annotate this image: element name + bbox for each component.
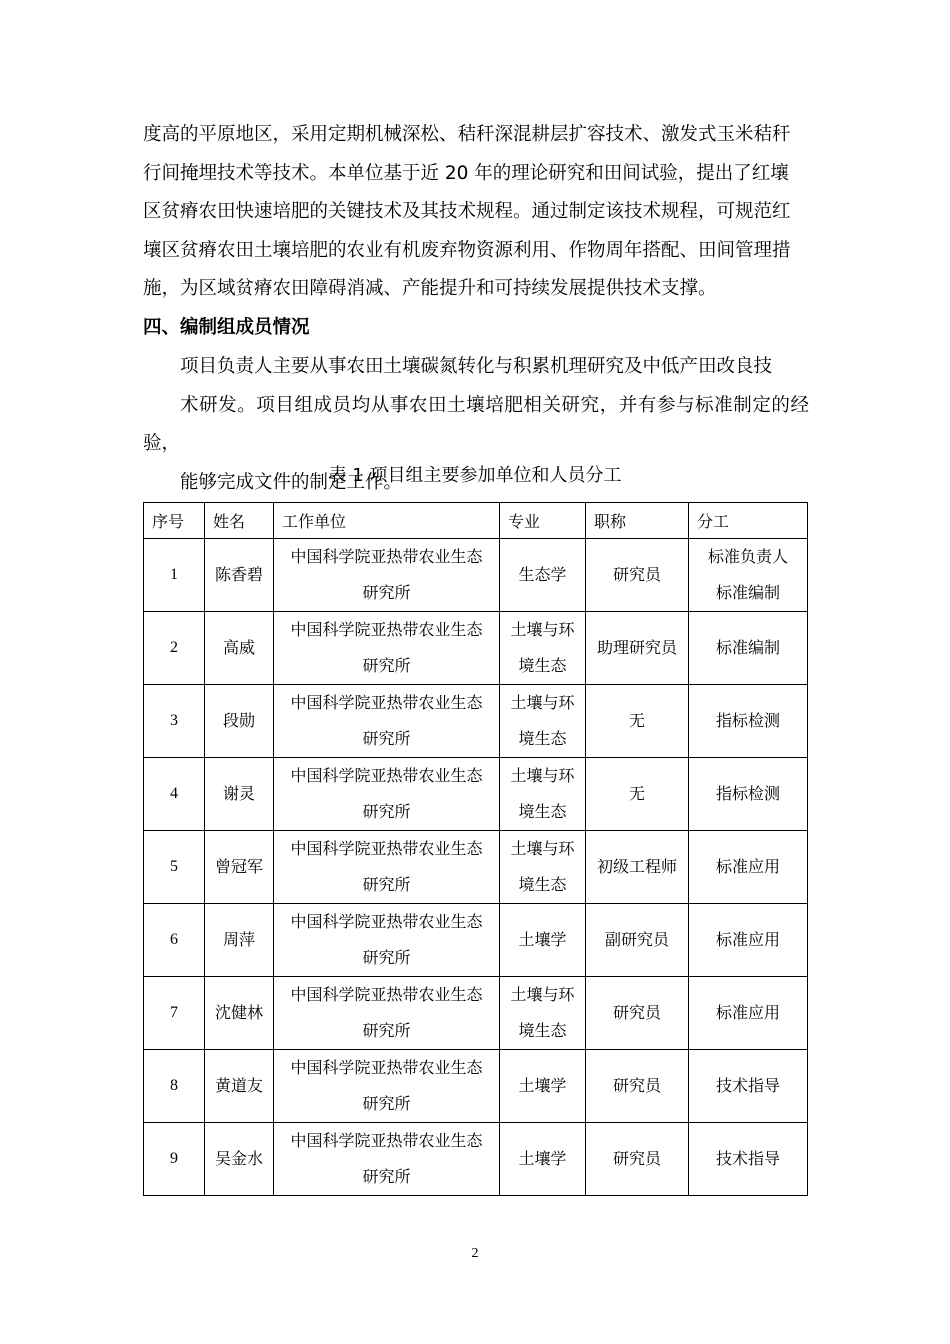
cell-text: 5 — [170, 858, 178, 875]
cell-text: 研究所 — [362, 948, 411, 967]
major-cell — [500, 1123, 586, 1196]
row-number-cell — [144, 758, 205, 831]
section-heading: 四、编制组成员情况 — [143, 317, 310, 338]
cell-text: 3 — [170, 712, 178, 729]
cell-text: 土壤与环 — [510, 839, 575, 858]
table-row — [144, 904, 808, 977]
major-cell — [500, 831, 586, 904]
cell-text: 境生态 — [518, 802, 567, 821]
table-row — [144, 1123, 808, 1196]
role-cell — [689, 1123, 808, 1196]
cell-text: 土壤学 — [518, 1076, 567, 1095]
name-cell — [205, 1050, 274, 1123]
cell-text: 指标检测 — [715, 784, 780, 803]
cell-text: 标准负责人 — [707, 547, 788, 566]
major-cell — [500, 612, 586, 685]
cell-text: 生态学 — [518, 565, 567, 584]
role-cell — [689, 831, 808, 904]
role-cell — [689, 612, 808, 685]
header-cell: 序号 — [144, 503, 205, 539]
table-row — [144, 831, 808, 904]
table-header-row — [144, 503, 808, 539]
cell-text: 8 — [170, 1077, 178, 1094]
cell-text: 研究所 — [362, 1167, 411, 1186]
cell-text: 中国科学院亚热带农业生态 — [290, 620, 483, 639]
row-number-cell — [144, 831, 205, 904]
major-cell — [500, 758, 586, 831]
role-cell — [689, 685, 808, 758]
title-cell — [586, 1123, 689, 1196]
row-number-cell — [144, 539, 205, 612]
page-number: 2 — [471, 1246, 479, 1261]
table-caption: 表 1 项目组主要参加单位和人员分工 — [328, 465, 622, 486]
role-cell — [689, 758, 808, 831]
cell-text: 中国科学院亚热带农业生态 — [290, 839, 483, 858]
unit-cell — [274, 539, 500, 612]
name-cell — [205, 612, 274, 685]
name-cell — [205, 904, 274, 977]
cell-text: 标准编制 — [715, 583, 780, 602]
cell-text: 中国科学院亚热带农业生态 — [290, 912, 483, 931]
unit-cell — [274, 612, 500, 685]
cell-text: 1 — [170, 566, 178, 583]
cell-text: 曾冠军 — [214, 857, 263, 876]
cell-text: 周萍 — [222, 930, 255, 949]
cell-text: 7 — [170, 1004, 178, 1021]
cell-text: 中国科学院亚热带农业生态 — [290, 766, 483, 785]
cell-text: 研究员 — [612, 1149, 661, 1168]
cell-text: 陈香碧 — [214, 565, 263, 584]
title-cell — [586, 612, 689, 685]
cell-text: 研究所 — [362, 583, 411, 602]
cell-text: 研究员 — [612, 565, 661, 584]
table-row — [144, 758, 808, 831]
title-cell — [586, 977, 689, 1050]
table-row — [144, 685, 808, 758]
cell-text: 中国科学院亚热带农业生态 — [290, 985, 483, 1004]
text-line: 术研发。项目组成员均从事农田土壤培肥相关研究，并有参与标准制定的经验， — [143, 394, 809, 454]
cell-text: 研究所 — [362, 1094, 411, 1113]
cell-text: 标准应用 — [715, 1003, 780, 1022]
intro-paragraph — [143, 116, 809, 309]
unit-cell — [274, 1050, 500, 1123]
header-cell: 职称 — [586, 503, 689, 539]
row-number-cell — [144, 685, 205, 758]
cell-text: 境生态 — [518, 729, 567, 748]
cell-text: 段勋 — [222, 711, 255, 730]
cell-text: 中国科学院亚热带农业生态 — [290, 547, 483, 566]
row-number-cell — [144, 612, 205, 685]
cell-text: 研究所 — [362, 656, 411, 675]
cell-text: 标准应用 — [715, 857, 780, 876]
cell-text: 沈健林 — [214, 1003, 263, 1022]
unit-cell — [274, 685, 500, 758]
unit-cell — [274, 758, 500, 831]
role-cell — [689, 977, 808, 1050]
role-cell — [689, 1050, 808, 1123]
row-number-cell — [144, 1123, 205, 1196]
row-number-cell — [144, 904, 205, 977]
name-cell — [205, 539, 274, 612]
title-cell — [586, 685, 689, 758]
member-table — [143, 502, 808, 1196]
header-cell: 姓名 — [205, 503, 274, 539]
text-line: 行间掩埋技术等技术。本单位基于近 20 年的理论研究和田间试验，提出了红壤 — [143, 162, 789, 184]
major-cell — [500, 904, 586, 977]
title-cell — [586, 539, 689, 612]
text-line: 壤区贫瘠农田土壤培肥的农业有机废弃物资源利用、作物周年搭配、田间管理措 — [143, 239, 791, 261]
cell-text: 技术指导 — [715, 1076, 780, 1095]
cell-text: 研究所 — [362, 875, 411, 894]
major-cell — [500, 977, 586, 1050]
role-cell — [689, 539, 808, 612]
unit-cell — [274, 977, 500, 1050]
cell-text: 2 — [170, 639, 178, 656]
header-cell: 分工 — [689, 503, 808, 539]
name-cell — [205, 1123, 274, 1196]
title-cell — [586, 904, 689, 977]
cell-text: 中国科学院亚热带农业生态 — [290, 1131, 483, 1150]
cell-text: 研究所 — [362, 1021, 411, 1040]
name-cell — [205, 831, 274, 904]
title-cell — [586, 1050, 689, 1123]
header-cell: 工作单位 — [274, 503, 500, 539]
cell-text: 研究所 — [362, 802, 411, 821]
cell-text: 吴金水 — [214, 1149, 263, 1168]
cell-text: 土壤与环 — [510, 693, 575, 712]
cell-text: 技术指导 — [715, 1149, 780, 1168]
cell-text: 指标检测 — [715, 711, 780, 730]
cell-text: 助理研究员 — [596, 638, 677, 657]
cell-text: 初级工程师 — [596, 857, 677, 876]
text-line: 能够完成文件的制定工作。 — [180, 471, 403, 493]
major-cell — [500, 539, 586, 612]
cell-text: 土壤与环 — [510, 985, 575, 1004]
name-cell — [205, 758, 274, 831]
table-row — [144, 539, 808, 612]
cell-text: 研究所 — [362, 729, 411, 748]
role-cell — [689, 904, 808, 977]
cell-text: 研究员 — [612, 1076, 661, 1095]
major-cell — [500, 1050, 586, 1123]
name-cell — [205, 685, 274, 758]
cell-text: 无 — [628, 784, 645, 803]
cell-text: 高威 — [222, 638, 255, 657]
cell-text: 无 — [628, 711, 645, 730]
cell-text: 土壤与环 — [510, 620, 575, 639]
header-cell: 专业 — [500, 503, 586, 539]
cell-text: 中国科学院亚热带农业生态 — [290, 693, 483, 712]
table-row — [144, 612, 808, 685]
major-cell — [500, 685, 586, 758]
cell-text: 谢灵 — [222, 784, 255, 803]
cell-text: 土壤学 — [518, 1149, 567, 1168]
text-line: 项目负责人主要从事农田土壤碳氮转化与积累机理研究及中低产田改良技 — [180, 356, 773, 377]
title-cell — [586, 758, 689, 831]
unit-cell — [274, 904, 500, 977]
cell-text: 境生态 — [518, 656, 567, 675]
cell-text: 副研究员 — [604, 930, 669, 949]
title-cell — [586, 831, 689, 904]
cell-text: 土壤学 — [518, 930, 567, 949]
cell-text: 研究员 — [612, 1003, 661, 1022]
cell-text: 9 — [170, 1150, 178, 1167]
cell-text: 中国科学院亚热带农业生态 — [290, 1058, 483, 1077]
name-cell — [205, 977, 274, 1050]
cell-text: 标准应用 — [715, 930, 780, 949]
cell-text: 境生态 — [518, 1021, 567, 1040]
cell-text: 6 — [170, 931, 178, 948]
cell-text: 黄道友 — [214, 1076, 263, 1095]
text-line: 施，为区域贫瘠农田障碍消减、产能提升和可持续发展提供技术支撑。 — [143, 278, 717, 299]
unit-cell — [274, 1123, 500, 1196]
text-line: 度高的平原地区，采用定期机械深松、秸秆深混耕层扩容技术、激发式玉米秸秆 — [143, 124, 791, 145]
unit-cell — [274, 831, 500, 904]
cell-text: 土壤与环 — [510, 766, 575, 785]
row-number-cell — [144, 977, 205, 1050]
cell-text: 标准编制 — [715, 638, 780, 657]
table-row — [144, 977, 808, 1050]
row-number-cell — [144, 1050, 205, 1123]
text-line: 区贫瘠农田快速培肥的关键技术及其技术规程。通过制定该技术规程，可规范红 — [143, 201, 791, 222]
cell-text: 境生态 — [518, 875, 567, 894]
table-row — [144, 1050, 808, 1123]
cell-text: 4 — [170, 785, 178, 802]
